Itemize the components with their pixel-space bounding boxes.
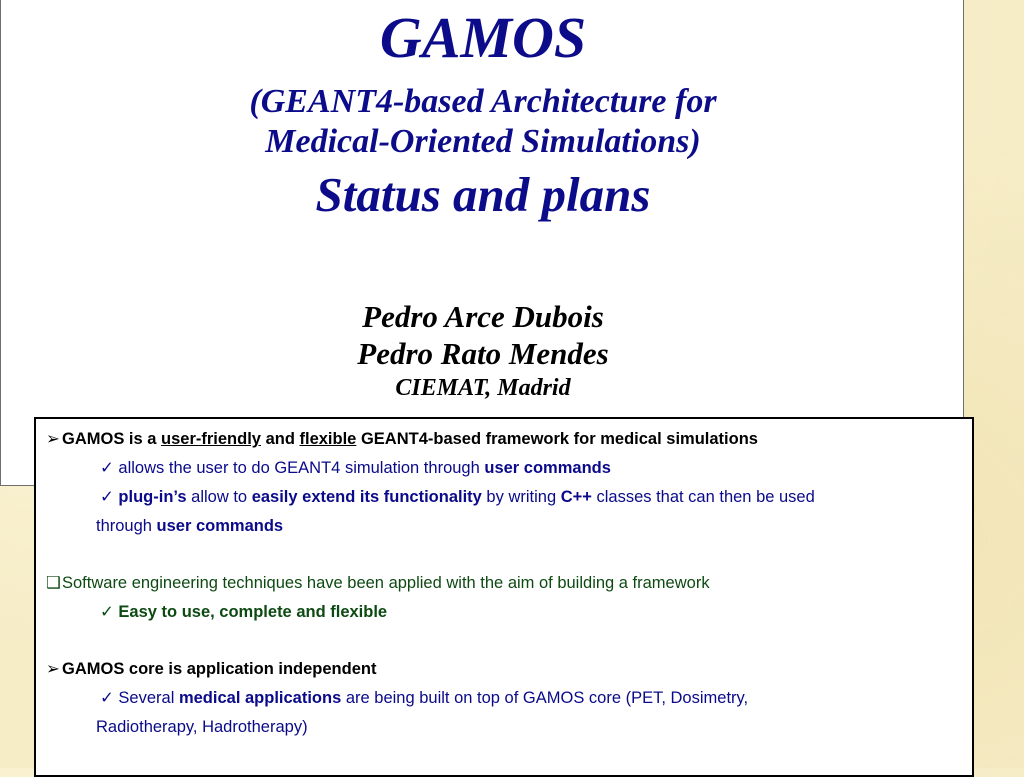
sub-text: are being built on top of GAMOS core (PET, Dosimetry, [341,689,749,707]
sub-text: by writing [481,488,561,506]
bullet-3-sub-1 [100,684,748,713]
sub-text-bold: Easy to use, complete and flexible [118,603,388,621]
bullet-1-sub-1 [100,454,611,483]
bullet-1 [46,425,758,454]
author-2: Pedro Rato Mendes [357,336,609,371]
arrow-bullet-icon: ➢ [46,660,60,678]
bullet-1-underlined-1: user-friendly [161,430,261,448]
slide-subtitle-line-1: (GEANT4-based Architecture for [249,83,717,120]
bullet-3-sub-1-cont [96,713,308,742]
bullet-1-text-3: GEANT4-based framework for medical simulations [356,430,758,448]
sub-text-bold: user commands [156,517,284,535]
author-1: Pedro Arce Dubois [362,299,604,334]
slide-subtitle-status: Status and plans [315,167,651,222]
affiliation: CIEMAT, Madrid [395,375,571,401]
sub-text-bold: user commands [484,459,611,477]
bullet-1-sub-2-cont [96,512,283,541]
sub-text: Radiotherapy, Hadrotherapy) [96,718,308,736]
arrow-bullet-icon: ➢ [46,430,60,448]
bullet-1-underlined-2: flexible [299,430,357,448]
sub-text-bold: C++ [560,488,592,506]
check-icon: ✓ [100,603,114,621]
sub-text-bold: medical applications [178,689,342,707]
check-icon: ✓ [100,488,114,506]
bullet-3-text: GAMOS core is application independent [62,660,377,678]
bullet-1-text-2: and [260,430,300,448]
sub-text: allow to [186,488,252,506]
sub-text: classes that can then be used [591,488,815,506]
sub-text-bold: easily extend its functionality [251,488,482,506]
bullet-1-sub-2 [100,483,815,512]
slide-title: GAMOS [379,5,587,70]
sub-text: Several [118,689,179,707]
bullet-2-sub-1 [100,598,387,627]
sub-text: through [96,517,157,535]
bullet-2-text: Software engineering techniques have been applied with the aim of building a framework [62,574,710,592]
bullet-1-text: GAMOS is a [62,430,162,448]
slide-subtitle-line-2: Medical-Oriented Simulations) [265,123,701,160]
check-icon: ✓ [100,459,114,477]
sub-text-bold: plug-in’s [118,488,187,506]
bullet-3 [46,655,376,684]
sub-text: allows the user to do GEANT4 simulation through [118,459,485,477]
content-box [34,417,974,777]
bullet-2 [46,569,710,598]
check-icon: ✓ [100,689,114,707]
square-bullet-icon: ❑ [46,574,61,592]
